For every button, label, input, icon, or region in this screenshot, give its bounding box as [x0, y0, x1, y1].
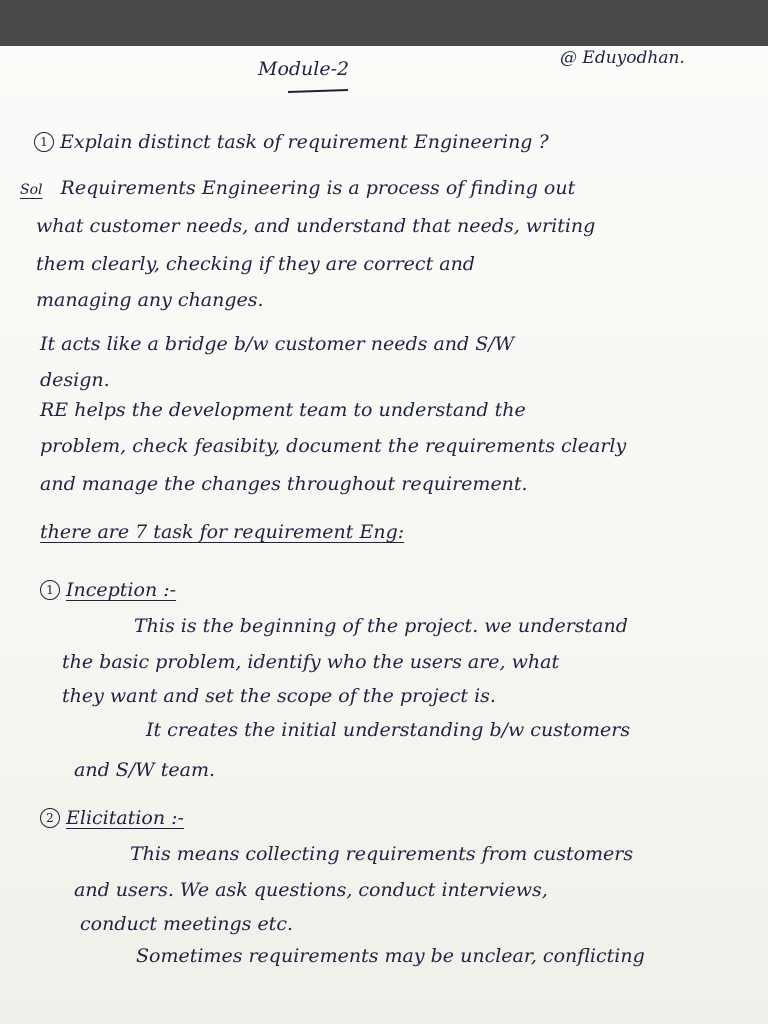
answer-line-1 — [20, 176, 575, 202]
solution-label: Sol — [20, 182, 43, 198]
section-title-inception: Inception :- — [66, 579, 177, 601]
inception-line-5: and S/W team. — [74, 759, 216, 781]
answer-line-2: what customer needs, and understand that needs, writing — [36, 215, 596, 237]
elicitation-line-4: Sometimes requirements may be unclear, conflicting — [136, 945, 645, 967]
task-intro: there are 7 task for requirement Eng: — [40, 521, 405, 543]
answer-line-6: design. — [40, 369, 110, 391]
page-title: Module-2 — [258, 58, 350, 80]
answer-line-4: managing any changes. — [36, 289, 264, 311]
section-number-1: 1 — [40, 580, 60, 600]
answer-line-5: It acts like a bridge b/w customer needs and S/W — [40, 333, 515, 355]
answer-line-9: and manage the changes throughout requirement. — [40, 473, 528, 495]
section-number-2: 2 — [40, 808, 60, 828]
elicitation-line-2: and users. We ask questions, conduct interviews, — [74, 879, 548, 901]
inception-line-4: It creates the initial understanding b/w customers — [146, 719, 631, 741]
section-title-elicitation: Elicitation :- — [66, 807, 184, 829]
question-line — [34, 130, 549, 154]
elicitation-line-1: This means collecting requirements from customers — [130, 843, 634, 865]
brand-watermark: @ Eduyodhan. — [560, 48, 685, 68]
inception-line-3: they want and set the scope of the project is. — [62, 685, 496, 707]
section-heading-inception — [40, 578, 176, 602]
section-heading-elicitation — [40, 806, 184, 830]
answer-line-3: them clearly, checking if they are correct and — [36, 253, 475, 275]
answer-line-7: RE helps the development team to understand the — [40, 399, 526, 421]
inception-line-1: This is the beginning of the project. we understand — [134, 615, 628, 637]
question-number: 1 — [34, 132, 54, 152]
answer-text-1: Requirements Engineering is a process of finding out — [60, 177, 576, 199]
question-text: Explain distinct task of requirement Engineering ? — [60, 131, 549, 153]
inception-line-2: the basic problem, identify who the users are, what — [62, 651, 560, 673]
answer-line-8: problem, check feasibity, document the requirements clearly — [40, 435, 627, 457]
elicitation-line-3: conduct meetings etc. — [80, 913, 293, 935]
